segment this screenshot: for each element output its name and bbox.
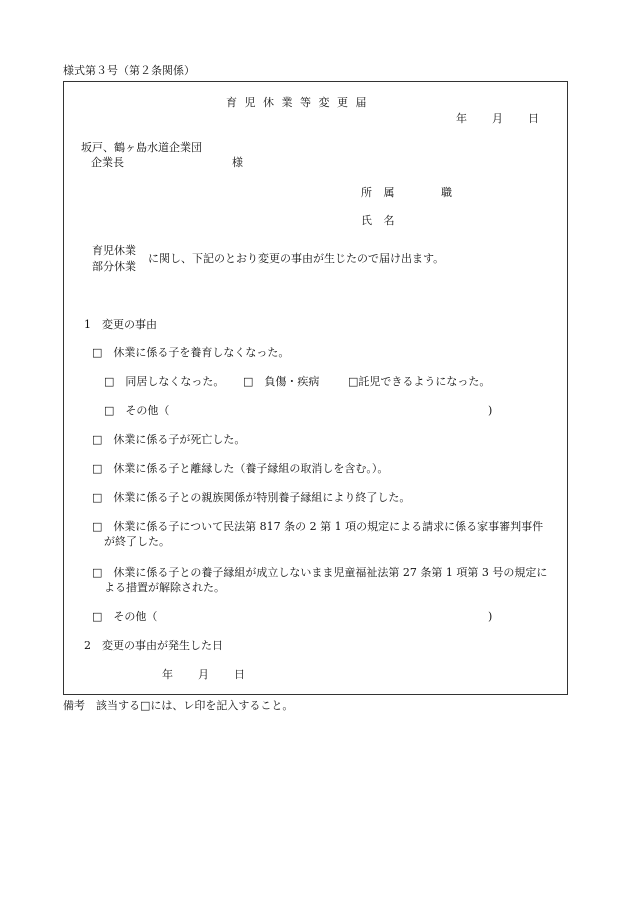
reason-injury-illness: □ 負傷・疾病 [243, 375, 320, 388]
addressee-position: 企業長 [91, 156, 124, 169]
reason-other-close: ) [488, 610, 493, 623]
reason-special-adoption: □ 休業に係る子との親族関係が特別養子縁組により終了した。 [92, 491, 411, 504]
reason-welfare-act-line1: □ 休業に係る子との養子縁組が成立しないまま児童福祉法第 27 条第 1 項第 3 号の規定に [92, 566, 548, 579]
submission-date-year: 年 [456, 112, 467, 125]
statement-text: に関し、下記のとおり変更の事由が生じたので届け出ます。 [148, 252, 445, 265]
form-number: 様式第３号（第２条関係） [63, 64, 195, 77]
addressee-honorific: 様 [232, 156, 243, 169]
job-label: 職 [441, 186, 452, 199]
reason-childcare-available: □託児できるようになった。 [348, 375, 491, 388]
section2-heading: 2 変更の事由が発生した日 [84, 639, 223, 652]
reason-not-raising: □ 休業に係る子を養育しなくなった。 [92, 346, 290, 359]
submission-date-day: 日 [528, 112, 539, 125]
reason-other-sub: □ その他（ [104, 404, 170, 417]
reason-other: □ その他（ [92, 610, 158, 623]
reason-civil-code-line1: □ 休業に係る子について民法第 817 条の 2 第 1 項の規定による請求に係る家事審判事件 [92, 520, 544, 533]
reason-adoption-dissolved: □ 休業に係る子と離縁した（養子縁組の取消しを含む。）。 [92, 462, 389, 475]
addressee-org: 坂戸、鶴ヶ島水道企業団 [81, 141, 202, 154]
section1-heading: 1 変更の事由 [84, 318, 157, 331]
occurrence-day: 日 [234, 668, 245, 681]
name-label: 氏 名 [361, 214, 399, 227]
occurrence-year: 年 [162, 668, 173, 681]
reason-welfare-act-line2: よる措置が解除された。 [104, 581, 225, 594]
reason-child-died: □ 休業に係る子が死亡した。 [92, 433, 246, 446]
reason-other-sub-close: ) [488, 404, 493, 417]
remarks-note: 備考 該当する□には、レ印を記入すること。 [63, 699, 294, 712]
submission-date-month: 月 [492, 112, 503, 125]
reason-not-cohabiting: □ 同居しなくなった。 [104, 375, 225, 388]
reason-civil-code-line2: が終了した。 [104, 535, 170, 548]
affiliation-label: 所 属 [361, 186, 399, 199]
occurrence-month: 月 [198, 668, 209, 681]
form-title: 育 児 休 業 等 変 更 届 [226, 96, 369, 109]
leave-type-partial: 部分休業 [92, 260, 136, 273]
leave-type-childcare: 育児休業 [92, 244, 136, 257]
